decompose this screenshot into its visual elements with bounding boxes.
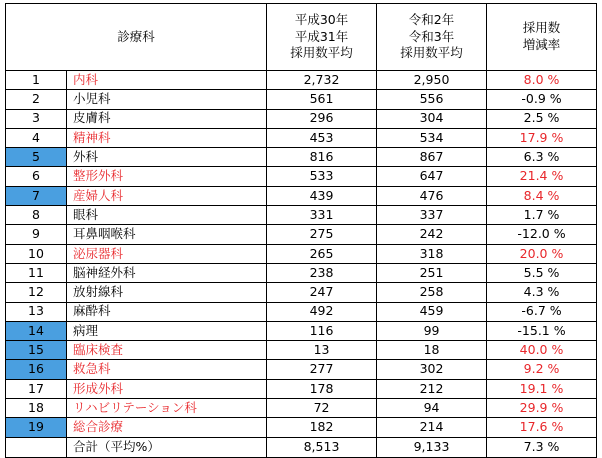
row-rate: 4.3 %: [487, 283, 597, 302]
row-rate: 21.4 %: [487, 167, 597, 186]
header-row: [6, 4, 597, 71]
row-value-a: 453: [267, 128, 377, 147]
row-department: 放射線科: [67, 283, 267, 302]
table-row: [6, 244, 597, 263]
row-rate: 1.7 %: [487, 206, 597, 225]
row-rate: 40.0 %: [487, 341, 597, 360]
table-row: [6, 128, 597, 147]
row-value-b: 647: [377, 167, 487, 186]
row-department: 形成外科: [67, 379, 267, 398]
header-col1: 平成30年 平成31年 採用数平均: [267, 4, 377, 71]
row-number: 5: [6, 148, 67, 167]
row-department: 耳鼻咽喉科: [67, 225, 267, 244]
header-dept: 診療科: [6, 4, 267, 71]
row-value-b: 534: [377, 128, 487, 147]
row-value-b: 94: [377, 399, 487, 418]
row-department: 内科: [67, 71, 267, 90]
row-number: 6: [6, 167, 67, 186]
row-value-b: 318: [377, 244, 487, 263]
row-department: 精神科: [67, 128, 267, 147]
row-value-b: 214: [377, 418, 487, 437]
row-rate: 17.6 %: [487, 418, 597, 437]
row-value-a: 247: [267, 283, 377, 302]
row-department: 総合診療: [67, 418, 267, 437]
row-rate: -0.9 %: [487, 90, 597, 109]
header-col2: 令和2年 令和3年 採用数平均: [377, 4, 487, 71]
row-value-a: 72: [267, 399, 377, 418]
row-value-b: 337: [377, 206, 487, 225]
row-rate: 2.5 %: [487, 109, 597, 128]
table-row: [6, 379, 597, 398]
table-row: [6, 418, 597, 437]
row-number: 10: [6, 244, 67, 263]
row-value-a: 331: [267, 206, 377, 225]
row-department: 皮膚科: [67, 109, 267, 128]
row-department: 救急科: [67, 360, 267, 379]
row-department: 産婦人科: [67, 186, 267, 205]
table-row: [6, 341, 597, 360]
row-department: 整形外科: [67, 167, 267, 186]
row-value-a: 277: [267, 360, 377, 379]
row-rate: 6.3 %: [487, 148, 597, 167]
row-value-b: 251: [377, 263, 487, 282]
row-department: 脳神経外科: [67, 263, 267, 282]
row-rate: 17.9 %: [487, 128, 597, 147]
row-rate: -12.0 %: [487, 225, 597, 244]
row-value-a: 182: [267, 418, 377, 437]
row-number: 13: [6, 302, 67, 321]
row-department: 外科: [67, 148, 267, 167]
row-value-b: 556: [377, 90, 487, 109]
table-row: [6, 225, 597, 244]
table-body: [6, 71, 597, 438]
row-value-a: 116: [267, 321, 377, 340]
row-value-b: 476: [377, 186, 487, 205]
row-number: 8: [6, 206, 67, 225]
row-value-a: 439: [267, 186, 377, 205]
row-number: 9: [6, 225, 67, 244]
row-value-a: 533: [267, 167, 377, 186]
row-department: リハビリテーション科: [67, 399, 267, 418]
row-rate: 20.0 %: [487, 244, 597, 263]
row-number: 3: [6, 109, 67, 128]
row-value-a: 178: [267, 379, 377, 398]
row-department: 臨床検査: [67, 341, 267, 360]
table-row: [6, 399, 597, 418]
row-rate: 5.5 %: [487, 263, 597, 282]
row-number: 1: [6, 71, 67, 90]
row-number: 2: [6, 90, 67, 109]
total-rate: 7.3 %: [487, 437, 597, 457]
total-row: [6, 437, 597, 457]
row-value-b: 302: [377, 360, 487, 379]
table-row: [6, 90, 597, 109]
row-value-a: 238: [267, 263, 377, 282]
row-number: 19: [6, 418, 67, 437]
row-number: 18: [6, 399, 67, 418]
row-value-b: 867: [377, 148, 487, 167]
row-rate: -15.1 %: [487, 321, 597, 340]
table-row: [6, 167, 597, 186]
table-row: [6, 302, 597, 321]
total-a: 8,513: [267, 437, 377, 457]
row-value-b: 258: [377, 283, 487, 302]
row-department: 病理: [67, 321, 267, 340]
row-number: 14: [6, 321, 67, 340]
row-rate: 9.2 %: [487, 360, 597, 379]
row-rate: 19.1 %: [487, 379, 597, 398]
total-b: 9,133: [377, 437, 487, 457]
row-value-b: 99: [377, 321, 487, 340]
table-row: [6, 283, 597, 302]
table-row: [6, 186, 597, 205]
total-no: [6, 437, 67, 457]
table-row: [6, 109, 597, 128]
row-value-a: 13: [267, 341, 377, 360]
table-row: [6, 263, 597, 282]
row-rate: 8.0 %: [487, 71, 597, 90]
row-number: 11: [6, 263, 67, 282]
row-number: 7: [6, 186, 67, 205]
department-table: [5, 3, 597, 458]
table-row: [6, 360, 597, 379]
row-value-a: 275: [267, 225, 377, 244]
row-number: 12: [6, 283, 67, 302]
row-value-b: 304: [377, 109, 487, 128]
row-number: 17: [6, 379, 67, 398]
header-col3: 採用数 増減率: [487, 4, 597, 71]
row-value-a: 816: [267, 148, 377, 167]
row-department: 眼科: [67, 206, 267, 225]
row-number: 4: [6, 128, 67, 147]
row-rate: 8.4 %: [487, 186, 597, 205]
row-value-a: 296: [267, 109, 377, 128]
table-row: [6, 321, 597, 340]
row-department: 小児科: [67, 90, 267, 109]
row-value-b: 18: [377, 341, 487, 360]
total-label: 合計（平均%）: [67, 437, 267, 457]
row-value-a: 492: [267, 302, 377, 321]
row-value-b: 459: [377, 302, 487, 321]
row-value-a: 265: [267, 244, 377, 263]
row-value-a: 2,732: [267, 71, 377, 90]
row-value-b: 242: [377, 225, 487, 244]
row-value-b: 2,950: [377, 71, 487, 90]
row-rate: 29.9 %: [487, 399, 597, 418]
table-row: [6, 206, 597, 225]
table-row: [6, 148, 597, 167]
table-row: [6, 71, 597, 90]
row-department: 麻酔科: [67, 302, 267, 321]
row-value-a: 561: [267, 90, 377, 109]
row-number: 15: [6, 341, 67, 360]
row-value-b: 212: [377, 379, 487, 398]
row-rate: -6.7 %: [487, 302, 597, 321]
row-number: 16: [6, 360, 67, 379]
row-department: 泌尿器科: [67, 244, 267, 263]
